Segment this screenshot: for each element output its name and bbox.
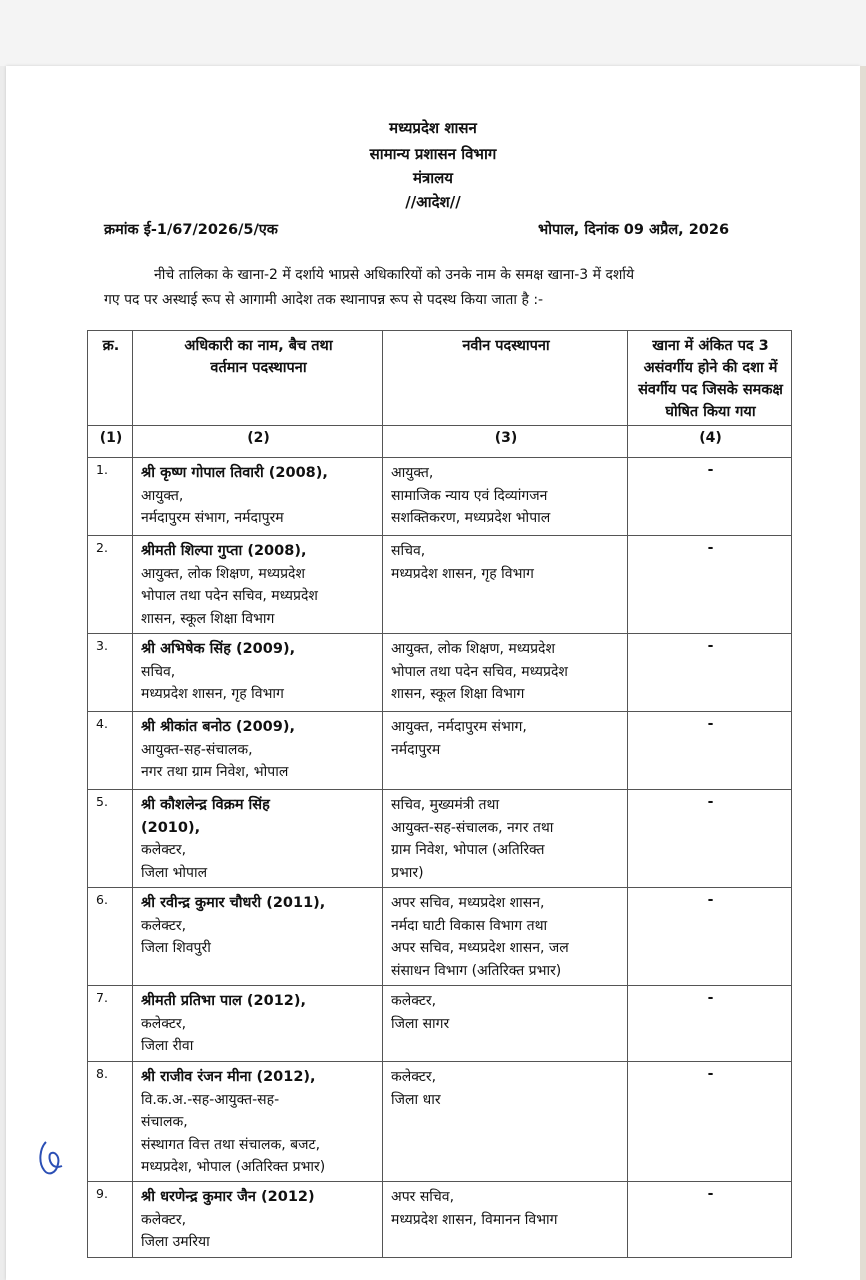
col-header-officer-line2: वर्तमान पदस्थापना: [210, 360, 307, 376]
current-post-line: संस्थागत वित्त तथा संचालक, बजट,: [141, 1136, 321, 1153]
current-post-line: वि.क.अ.-सह-आयुक्त-सह-: [141, 1091, 280, 1108]
new-posting-cell: [383, 712, 628, 790]
order-number: क्रमांक ई-1/67/2026/5/एक: [104, 222, 278, 238]
new-post-line: आयुक्त-सह-संचालक, नगर तथा: [391, 819, 554, 836]
table-row: [88, 634, 792, 712]
current-post-line: कलेक्टर,: [141, 1015, 187, 1032]
new-posting-cell: [383, 888, 628, 986]
new-post-line: ग्राम निवेश, भोपाल (अतिरिक्त: [391, 842, 545, 858]
column-number: (1): [88, 426, 133, 458]
new-post-line: अपर सचिव,: [391, 1189, 455, 1205]
table-row: [88, 1182, 792, 1258]
header-government: मध्यप्रदेश शासन: [389, 119, 477, 137]
current-post-line: आयुक्त-सह-संचालक,: [141, 741, 253, 758]
new-post-line: अपर सचिव, मध्यप्रदेश शासन,: [391, 895, 545, 911]
col-header-equivalent-line2: असंवर्गीय होने की दशा में: [643, 360, 778, 376]
equivalent-cell: -: [628, 458, 792, 536]
table-row: [88, 458, 792, 536]
officer-cell: [133, 986, 383, 1062]
equivalent-cell: -: [628, 1062, 792, 1182]
serial-number: 9.: [88, 1182, 133, 1258]
equivalent-cell: -: [628, 634, 792, 712]
new-post-line: सचिव,: [391, 543, 426, 559]
col-header-officer: [133, 331, 383, 426]
column-number: (2): [133, 426, 383, 458]
new-post-line: जिला धार: [391, 1091, 441, 1108]
scan-top-background: [0, 0, 866, 66]
new-posting-cell: [383, 1062, 628, 1182]
officer-name: श्री अभिषेक सिंह (2009),: [141, 641, 296, 657]
serial-number: 2.: [88, 536, 133, 634]
place-date: भोपाल, दिनांक 09 अप्रैल, 2026: [538, 222, 730, 238]
current-post-line: नगर तथा ग्राम निवेश, भोपाल: [141, 764, 289, 780]
officer-cell: [133, 536, 383, 634]
new-post-line: मध्यप्रदेश शासन, गृह विभाग: [391, 565, 534, 582]
new-post-line: मध्यप्रदेश शासन, विमानन विभाग: [391, 1211, 558, 1228]
intro-line-2: गए पद पर अस्थाई रूप से आगामी आदेश तक स्थानापन्न रूप से पदस्थ किया जाता है :-: [104, 292, 544, 308]
table-row: [88, 1062, 792, 1182]
serial-number: 1.: [88, 458, 133, 536]
officer-name: श्री राजीव रंजन मीना (2012),: [141, 1069, 316, 1085]
table-row: [88, 790, 792, 888]
officer-name: श्री रवीन्द्र कुमार चौधरी (2011),: [141, 895, 326, 911]
serial-number: 5.: [88, 790, 133, 888]
officer-cell: [133, 790, 383, 888]
header-row: [88, 331, 792, 426]
equivalent-cell: -: [628, 790, 792, 888]
officer-cell: [133, 1062, 383, 1182]
new-post-line: प्रभार): [391, 864, 424, 881]
intro-paragraph: [104, 263, 772, 313]
new-post-line: शासन, स्कूल शिक्षा विभाग: [391, 686, 525, 702]
new-post-line: संसाधन विभाग (अतिरिक्त प्रभार): [391, 962, 562, 979]
current-post-line: जिला भोपाल: [141, 864, 208, 881]
page-edge: [860, 66, 866, 1280]
new-post-line: आयुक्त, नर्मदापुरम संभाग,: [391, 719, 527, 735]
officer-cell: [133, 888, 383, 986]
officer-cell: [133, 458, 383, 536]
column-number-row: [88, 426, 792, 458]
officer-cell: [133, 712, 383, 790]
equivalent-cell: -: [628, 888, 792, 986]
equivalent-cell: -: [628, 536, 792, 634]
equivalent-cell: -: [628, 986, 792, 1062]
column-number: (4): [628, 426, 792, 458]
current-post-line: भोपाल तथा पदेन सचिव, मध्यप्रदेश: [141, 588, 318, 604]
new-post-line: आयुक्त, लोक शिक्षण, मध्यप्रदेश: [391, 641, 556, 657]
header-order-title: //आदेश//: [405, 193, 461, 211]
officer-name: श्री कौशलेन्द्र विक्रम सिंह: [141, 797, 270, 813]
current-post-line: आयुक्त, लोक शिक्षण, मध्यप्रदेश: [141, 565, 306, 582]
col-header-equivalent-line4: घोषित किया गया: [665, 404, 756, 420]
column-number: (3): [383, 426, 628, 458]
current-post-line: नर्मदापुरम संभाग, नर्मदापुरम: [141, 510, 284, 526]
officer-name: श्रीमती प्रतिभा पाल (2012),: [141, 993, 307, 1009]
new-posting-cell: [383, 458, 628, 536]
current-post-line: सचिव,: [141, 663, 176, 680]
col-header-new-posting: नवीन पदस्थापना: [383, 331, 628, 426]
new-post-line: सशक्तिकरण, मध्यप्रदेश भोपाल: [391, 510, 551, 526]
table-row: [88, 986, 792, 1062]
col-header-serial: क्र.: [88, 331, 133, 426]
intro-line-1: नीचे तालिका के खाना-2 में दर्शाये भाप्रसे अधिकारियों को उनके नाम के समक्ष खाना-3 में दर्शाये: [154, 267, 635, 283]
new-posting-cell: [383, 790, 628, 888]
header-ministry: मंत्रालय: [412, 169, 453, 187]
serial-number: 4.: [88, 712, 133, 790]
col-header-officer-line1: अधिकारी का नाम, बैच तथा: [184, 338, 333, 354]
officer-name: श्री कृष्ण गोपाल तिवारी (2008),: [141, 465, 328, 481]
new-post-line: अपर सचिव, मध्यप्रदेश शासन, जल: [391, 940, 569, 956]
officer-name: श्रीमती शिल्पा गुप्ता (2008),: [141, 543, 307, 559]
current-post-line: जिला शिवपुरी: [141, 940, 211, 956]
serial-number: 3.: [88, 634, 133, 712]
officer-cell: [133, 1182, 383, 1258]
new-posting-cell: [383, 634, 628, 712]
col-header-equivalent: [628, 331, 792, 426]
current-post-line: संचालक,: [141, 1114, 188, 1130]
new-post-line: नर्मदा घाटी विकास विभाग तथा: [391, 917, 548, 934]
current-post-line: मध्यप्रदेश, भोपाल (अतिरिक्त प्रभार): [141, 1159, 326, 1175]
current-post-line: कलेक्टर,: [141, 842, 187, 858]
current-post-line: जिला उमरिया: [141, 1234, 210, 1250]
table-row: [88, 712, 792, 790]
officer-batch: (2010),: [141, 819, 201, 836]
new-posting-cell: [383, 1182, 628, 1258]
serial-number: 7.: [88, 986, 133, 1062]
new-post-line: सामाजिक न्याय एवं दिव्यांगजन: [391, 487, 548, 504]
new-post-line: भोपाल तथा पदेन सचिव, मध्यप्रदेश: [391, 663, 568, 680]
new-posting-cell: [383, 986, 628, 1062]
new-post-line: नर्मदापुरम: [391, 741, 441, 758]
new-posting-cell: [383, 536, 628, 634]
current-post-line: कलेक्टर,: [141, 1211, 187, 1228]
posting-table: [87, 330, 792, 1258]
new-post-line: आयुक्त,: [391, 465, 434, 481]
new-post-line: जिला सागर: [391, 1015, 450, 1032]
header-department: सामान्य प्रशासन विभाग: [369, 145, 497, 163]
officer-name: श्री श्रीकांत बनोठ (2009),: [141, 719, 295, 735]
current-post-line: शासन, स्कूल शिक्षा विभाग: [141, 610, 275, 627]
current-post-line: आयुक्त,: [141, 487, 184, 504]
equivalent-cell: -: [628, 712, 792, 790]
new-post-line: कलेक्टर,: [391, 993, 437, 1009]
equivalent-cell: -: [628, 1182, 792, 1258]
table-row: [88, 888, 792, 986]
officer-name: श्री धरणेन्द्र कुमार जैन (2012): [141, 1189, 315, 1205]
col-header-equivalent-line1: खाना में अंकित पद 3: [652, 338, 769, 354]
current-post-line: जिला रीवा: [141, 1038, 194, 1054]
new-post-line: सचिव, मुख्यमंत्री तथा: [391, 797, 500, 813]
serial-number: 6.: [88, 888, 133, 986]
current-post-line: मध्यप्रदेश शासन, गृह विभाग: [141, 686, 284, 702]
col-header-equivalent-line3: संवर्गीय पद जिसके समकक्ष: [638, 382, 783, 398]
new-post-line: कलेक्टर,: [391, 1069, 437, 1085]
serial-number: 8.: [88, 1062, 133, 1182]
signature-initial-mark: [36, 1140, 66, 1180]
table-row: [88, 536, 792, 634]
current-post-line: कलेक्टर,: [141, 917, 187, 934]
officer-cell: [133, 634, 383, 712]
